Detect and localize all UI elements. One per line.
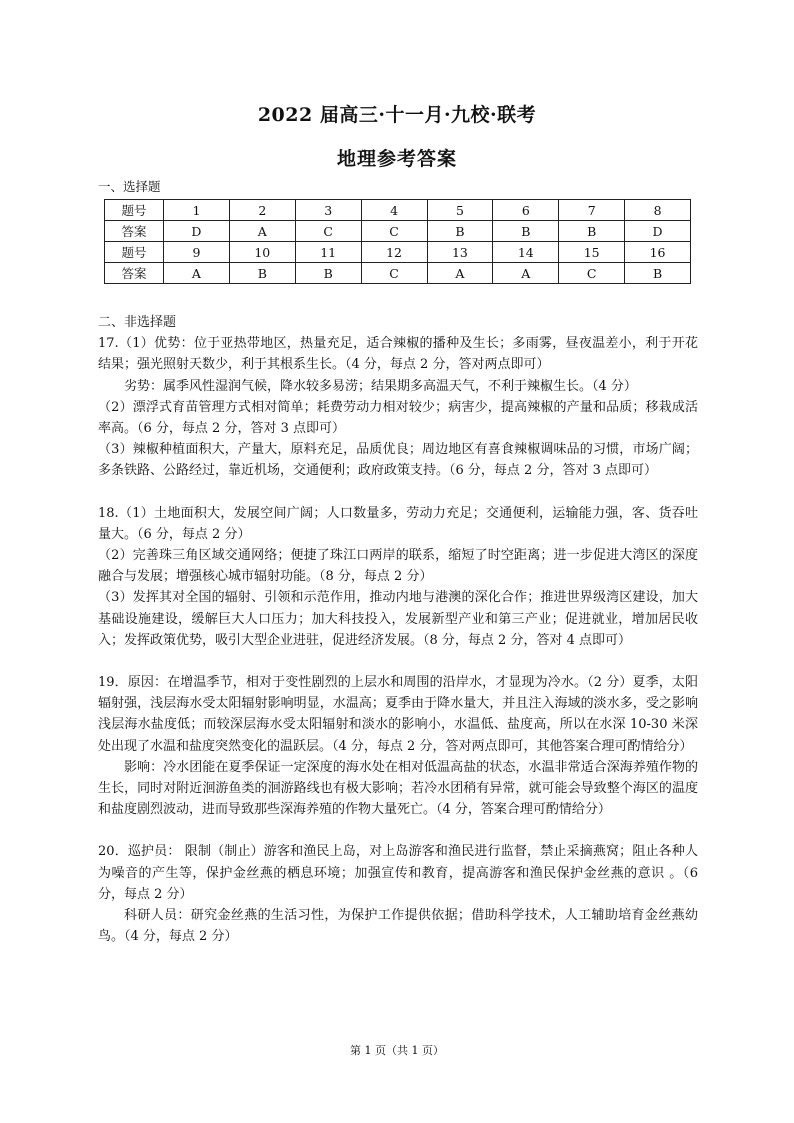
- page-title: 2022 届高三·十一月·九校·联考: [257, 104, 537, 126]
- q18-part1: 18.（1）土地面积大，发展空间广阔；人口数量多，劳动力充足；交通便利，运输能力强，客、货吞吐量大。（6 分，每点 2 分）: [98, 505, 698, 542]
- table-cell: 4: [361, 200, 427, 221]
- table-cell: 6: [493, 200, 559, 221]
- table-cell: C: [559, 263, 625, 284]
- table-cell: 2: [229, 200, 295, 221]
- table-row-header: 答案: [105, 221, 164, 242]
- table-cell: 9: [164, 242, 230, 263]
- q20-patrol: 20．巡护员： 限制（制止）游客和渔民上岛，对上岛游客和渔民进行监督，禁止采摘燕窝；阻止各种人为噪音的产生等，保护金丝燕的栖息环境；加强宣传和教育，提高游客和渔民保护金丝燕的意识 。（6 分，每点 2 分）: [98, 844, 698, 902]
- q19-impact: 影响：冷水团能在夏季保证一定深度的海水处在相对低温高盐的状态，水温非常适合深海养殖作物的生长，同时对附近洄游鱼类的洄游路线也有极大影响；若冷水团稍有异常，就可能会导致整个海区的温度和盐度剧烈波动，进而导致那些深海养殖的作物大量死亡。（4 分，答案合理可酌情给分）: [98, 759, 698, 818]
- table-cell: B: [229, 263, 295, 284]
- q20-research: 科研人员：研究金丝燕的生活习性，为保护工作提供依据；借助科学技术，人工辅助培育金丝燕幼鸟。（4 分，每点 2 分）: [98, 908, 698, 945]
- table-cell: C: [295, 221, 361, 242]
- table-row-header: 题号: [105, 200, 164, 221]
- table-cell: 5: [427, 200, 493, 221]
- table-row: [105, 200, 691, 221]
- table-cell: A: [427, 263, 493, 284]
- table-row-header: 答案: [105, 263, 164, 284]
- q17-part2: （2）漂浮式育苗管理方式相对简单；耗费劳动力相对较少；病害少，提高辣椒的产量和品质；移栽成活率高。（6 分，每点 2 分，答对 3 点即可）: [98, 399, 698, 437]
- table-cell: 15: [559, 242, 625, 263]
- section-heading-non-choice: 二、非选择题: [98, 315, 177, 330]
- table-cell: B: [427, 221, 493, 242]
- q19-reason: 19．原因：在增温季节，相对于变性剧烈的上层水和周围的沿岸水，才显现为冷水。（2 分）夏季，太阳辐射强，浅层海水受太阳辐射影响明显，水温高；夏季由于降水量大，并且注入海域的淡水多，受之影响浅层海水盐度低；而较深层海水受太阳辐射和淡水的影响小，水温低、盐度高，所以在水深 10-30 米深处出现了水温和盐度突然变化的温跃层。（4 分，每点 2 分，答对两点即可，其他答案合理可酌情给分）: [98, 675, 698, 754]
- table-cell: C: [361, 221, 427, 242]
- page-footer: 第 1 页（共 1 页）: [350, 1044, 444, 1057]
- table-cell: A: [493, 263, 559, 284]
- table-cell: 10: [229, 242, 295, 263]
- table-cell: B: [295, 263, 361, 284]
- q17-part1-disadvantage: 劣势：属季风性湿润气候，降水较多易涝；结果期多高温天气，不利于辣椒生长。（4 分）: [124, 378, 637, 394]
- table-cell: B: [625, 263, 691, 284]
- table-cell: D: [625, 221, 691, 242]
- table-cell: 7: [559, 200, 625, 221]
- table-cell: D: [164, 221, 230, 242]
- section-heading-choice: 一、选择题: [98, 179, 161, 194]
- table-cell: 8: [625, 200, 691, 221]
- table-cell: 11: [295, 242, 361, 263]
- q17-part3: （3）辣椒种植面积大，产量大，原料充足，品质优良；周边地区有喜食辣椒调味品的习惯，市场广阔；多条铁路、公路经过，靠近机场，交通便利；政府政策支持。（6 分，每点 2 分，答对 3 点即可）: [98, 442, 698, 479]
- table-cell: 3: [295, 200, 361, 221]
- answer-table: [104, 199, 691, 284]
- table-cell: C: [361, 263, 427, 284]
- q17-part1: 17.（1）优势：位于亚热带地区，热量充足，适合辣椒的播种及生长；多雨雾，昼夜温差小，利于开花结果；强光照射天数少，利于其根系生长。（4 分，每点 2 分，答对两点即可）: [98, 336, 698, 373]
- table-cell: A: [164, 263, 230, 284]
- page-subtitle: 地理参考答案: [336, 148, 457, 170]
- q18-part3: （3）发挥其对全国的辐射、引领和示范作用，推动内地与港澳的深化合作；推进世界级湾区建设，加大基础设施建设，缓解巨大人口压力；加大科技投入，发展新型产业和第三产业；促进就业，增加居民收入；发挥政策优势，吸引大型企业进驻，促进经济发展。（8 分，每点 2 分，答对 4 点即可）: [98, 590, 698, 648]
- table-cell: B: [493, 221, 559, 242]
- non-choice-section: [98, 312, 698, 947]
- table-row: [105, 221, 691, 242]
- table-row: [105, 242, 691, 263]
- table-cell: 13: [427, 242, 493, 263]
- table-cell: A: [229, 221, 295, 242]
- table-row: [105, 263, 691, 284]
- table-row-header: 题号: [105, 242, 164, 263]
- table-cell: 14: [493, 242, 559, 263]
- q18-part2: （2）完善珠三角区域交通网络；便捷了珠江口两岸的联系，缩短了时空距离；进一步促进大湾区的深度融合与发展；增强核心城市辐射功能。（8 分，每点 2 分）: [98, 548, 698, 585]
- table-cell: 16: [625, 242, 691, 263]
- table-cell: 12: [361, 242, 427, 263]
- table-cell: 1: [164, 200, 230, 221]
- table-cell: B: [559, 221, 625, 242]
